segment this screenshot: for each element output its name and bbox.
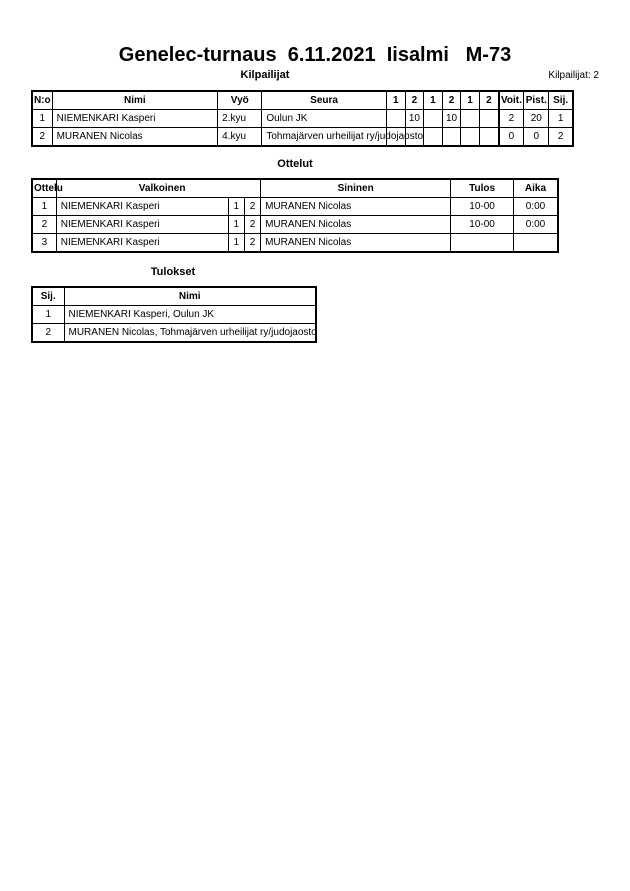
match-white: NIEMENKARI Kasperi [56,234,228,253]
matches-heading: Ottelut [277,158,313,170]
match-no: 1 [32,198,56,216]
results-table [31,286,317,343]
result-name: NIEMENKARI Kasperi, Oulun JK [64,306,316,324]
col-belt: Vyö [218,91,262,110]
match-result [451,234,514,253]
match-blue: MURANEN Nicolas [261,198,451,216]
match-white-no: 1 [228,234,244,253]
page-title: Genelec-turnaus 6.11.2021 Iisalmi M-73 [118,44,512,66]
result-row [32,306,316,324]
col-match: Ottelu [32,179,56,198]
competitor-name: NIEMENKARI Kasperi [52,110,218,128]
match-time: 0:00 [513,198,558,216]
round-score [386,110,405,128]
match-white-no: 1 [228,216,244,234]
match-result: 10-00 [451,216,514,234]
col-round: 2 [405,91,423,110]
col-result: Tulos [451,179,514,198]
competitor-row [32,110,573,128]
match-time [513,234,558,253]
competitor-wins: 0 [499,128,524,147]
matches-header-row [32,179,558,198]
round-score [480,128,499,147]
match-blue: MURANEN Nicolas [261,234,451,253]
round-score [442,128,460,147]
result-name: MURANEN Nicolas, Tohmajärven urheilijat ry/judojaosto [64,324,316,343]
round-score [480,110,499,128]
match-row [32,234,558,253]
competitor-name: MURANEN Nicolas [52,128,218,147]
match-no: 2 [32,216,56,234]
competitor-points: 20 [524,110,549,128]
match-no: 3 [32,234,56,253]
col-no: N:o [32,91,52,110]
competitor-club: Oulun JK [262,110,386,128]
result-row [32,324,316,343]
round-score: 10 [442,110,460,128]
match-row [32,216,558,234]
match-blue-no: 2 [244,234,260,253]
match-blue-no: 2 [244,198,260,216]
col-points: Pist. [524,91,549,110]
competitor-count: Kilpailijat: 2 [548,70,599,81]
competitor-belt: 2.kyu [218,110,262,128]
match-white-no: 1 [228,198,244,216]
competitor-club: Tohmajärven urheilijat ry/judojaosto [262,128,386,147]
round-score [423,128,442,147]
competitor-row [32,128,573,147]
match-white: NIEMENKARI Kasperi [56,198,228,216]
col-round: 2 [480,91,499,110]
round-score: 10 [405,110,423,128]
competitor-place: 2 [549,128,573,147]
match-result: 10-00 [451,198,514,216]
col-place: Sij. [549,91,573,110]
competitor-points: 0 [524,128,549,147]
result-place: 1 [32,306,64,324]
col-blue: Sininen [261,179,451,198]
results-header-row [32,287,316,306]
col-round: 2 [442,91,460,110]
competitor-belt: 4.kyu [218,128,262,147]
col-round: 1 [461,91,480,110]
col-white: Valkoinen [56,179,260,198]
competitor-place: 1 [549,110,573,128]
match-time: 0:00 [513,216,558,234]
competitor-no: 2 [32,128,52,147]
col-round: 1 [386,91,405,110]
matches-table [31,178,559,253]
col-time: Aika [513,179,558,198]
competitor-no: 1 [32,110,52,128]
match-blue: MURANEN Nicolas [261,216,451,234]
round-score [461,128,480,147]
results-heading: Tulokset [150,266,196,278]
col-club: Seura [262,91,386,110]
round-score [461,110,480,128]
col-wins: Voit. [499,91,524,110]
col-place: Sij. [32,287,64,306]
competitors-header-row [32,91,573,110]
match-white: NIEMENKARI Kasperi [56,216,228,234]
result-place: 2 [32,324,64,343]
competitor-wins: 2 [499,110,524,128]
match-blue-no: 2 [244,216,260,234]
competitors-table [31,90,574,147]
match-row [32,198,558,216]
col-name: Nimi [64,287,316,306]
competitors-heading: Kilpailijat [240,69,290,81]
round-score [423,110,442,128]
col-name: Nimi [52,91,218,110]
col-round: 1 [423,91,442,110]
